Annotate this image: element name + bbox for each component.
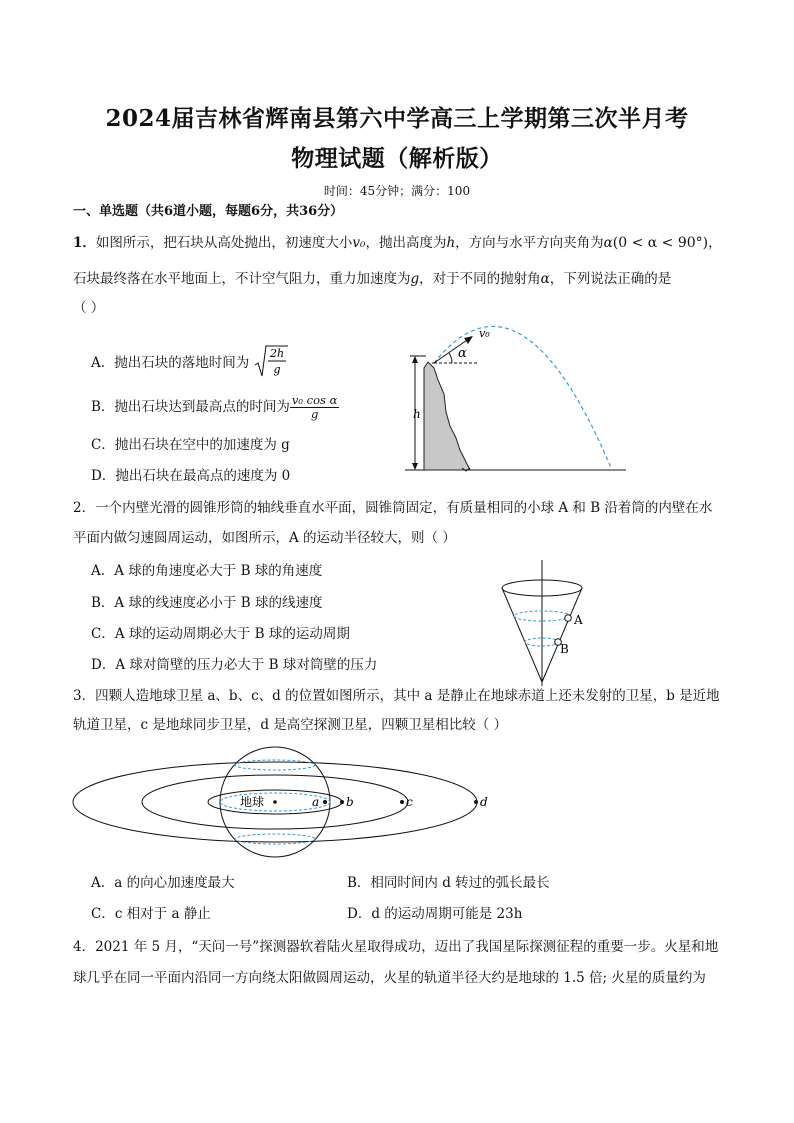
q1-stem-a: 如图所示，把石块从高处抛出，初速度大小 [95,235,353,251]
q4-stem-line2: 球几乎在同一平面内沿同一方向绕太阳做圆周运动，火星的轨道半径大约是地球的 1.5 倍; 火星的质量约为 [73,970,706,986]
q1-alpha: α [603,235,613,251]
label-b: B [560,642,569,656]
fig-h-label: h [413,407,421,421]
label-sat-b: b [346,795,354,809]
sat-a [323,800,327,804]
label-sat-c: c [406,795,413,809]
label-a: A [574,613,583,627]
q1-option-b-frac [290,394,339,421]
q1-option-b [91,394,339,421]
earth-center [273,800,277,804]
q2-option-b: B．A 球的线速度必小于 B 球的线速度 [91,595,323,611]
q2-option-c: C．A 球的运动周期必大于 B 球的运动周期 [91,626,350,642]
fig-alpha-label: α [458,346,467,361]
paper-title-line1: 2024届吉林省辉南县第六中学高三上学期第三次半月考 [105,105,689,132]
q3-option-b: B．相同时间内 d 转过的弧长最长 [347,875,550,891]
q3-stem-line1: 3．四颗人造地球卫星 a、b、c、d 的位置如图所示，其中 a 是静止在地球赤道上还未发射的卫星，b 是近地 [73,688,720,704]
q3-option-c: C．c 相对于 a 静止 [91,906,211,922]
q1-option-a-num: 2h [269,347,284,360]
sat-b [340,800,344,804]
q1-option-b-num: v₀ cos α [291,393,338,407]
q1-stem-c: ，方向与水平方向夹角为 [455,235,604,251]
q1-option-a-den: g [273,363,281,376]
q3-option-d: D．d 的运动周期可能是 23h [347,906,523,922]
q3-option-a: A．a 的向心加速度最大 [91,875,235,891]
q1-h: h [446,235,456,251]
q3-satellite-figure [70,745,490,860]
paper-title-line2: 物理试题（解析版） [291,145,503,172]
q1-range: (0 < α < 90°) [612,235,709,251]
fig-v0-label: v₀ [479,327,490,340]
q2-option-a: A．A 球的角速度必大于 B 球的角速度 [91,563,323,579]
sat-d [474,800,478,804]
sqrt-sign [254,344,288,383]
q1-option-d: D．抛出石块在最高点的速度为 0 [91,468,291,484]
q1-stem-line2 [73,270,671,288]
cliff-shape [424,362,470,470]
q1-line2-c: ，下列说法正确的是 [549,271,672,287]
sat-c [400,800,404,804]
q1-v0: v₀ [352,235,366,251]
exam-meta: 时间：45分钟；满分：100 [323,184,471,198]
q1-stem-line1 [73,234,722,252]
q1-option-a [91,344,288,383]
q1-number: 1． [73,235,96,251]
label-sat-d: d [480,795,488,809]
q2-option-d: D．A 球对筒壁的压力必大于 B 球对筒壁的压力 [91,657,378,673]
q1-line2-b: ，对于不同的抛射角 [419,271,541,287]
ball-a [565,615,572,622]
q2-stem-line1: 2．一个内壁光滑的圆锥形筒的轴线垂直水平面，圆锥筒固定，有质量相同的小球 A 和 B 沿着筒的内壁在水 [73,500,713,516]
section-heading: 一、单选题（共6道小题，每题6分，共36分） [73,204,344,219]
label-earth: 地球 [240,795,265,809]
label-sat-a: a [312,795,320,809]
q1-g: g [410,271,420,287]
q1-option-b-den: g [310,407,319,421]
q1-stem-b: ，抛出高度为 [365,235,447,251]
q1-projectile-figure [400,322,632,474]
q1-alpha-2: α [540,271,550,287]
q4-stem-line1: 4．2021 年 5 月，“天问一号”探测器软着陆火星取得成功，迈出了我国星际探测征程的重要一步。火星和地 [73,939,719,955]
q3-stem-line2: 轨道卫星，c 是地球同步卫星，d 是高空探测卫星，四颗卫星相比较（ ） [73,717,508,733]
q1-option-b-text: B．抛出石块达到最高点的时间为 [91,399,290,415]
q1-option-c: C．抛出石块在空中的加速度为 g [91,437,290,453]
q2-cone-figure [498,558,594,688]
q1-option-a-text: A．抛出石块的落地时间为 [91,355,250,371]
q1-stem-d: ， [708,235,722,251]
q1-paren: （ ） [73,300,105,316]
q2-stem-line2: 平面内做匀速圆周运动，如图所示，A 的运动半径较大，则（ ） [73,530,456,546]
q1-line2-a: 石块最终落在水平地面上，不计空气阻力，重力加速度为 [73,271,411,287]
